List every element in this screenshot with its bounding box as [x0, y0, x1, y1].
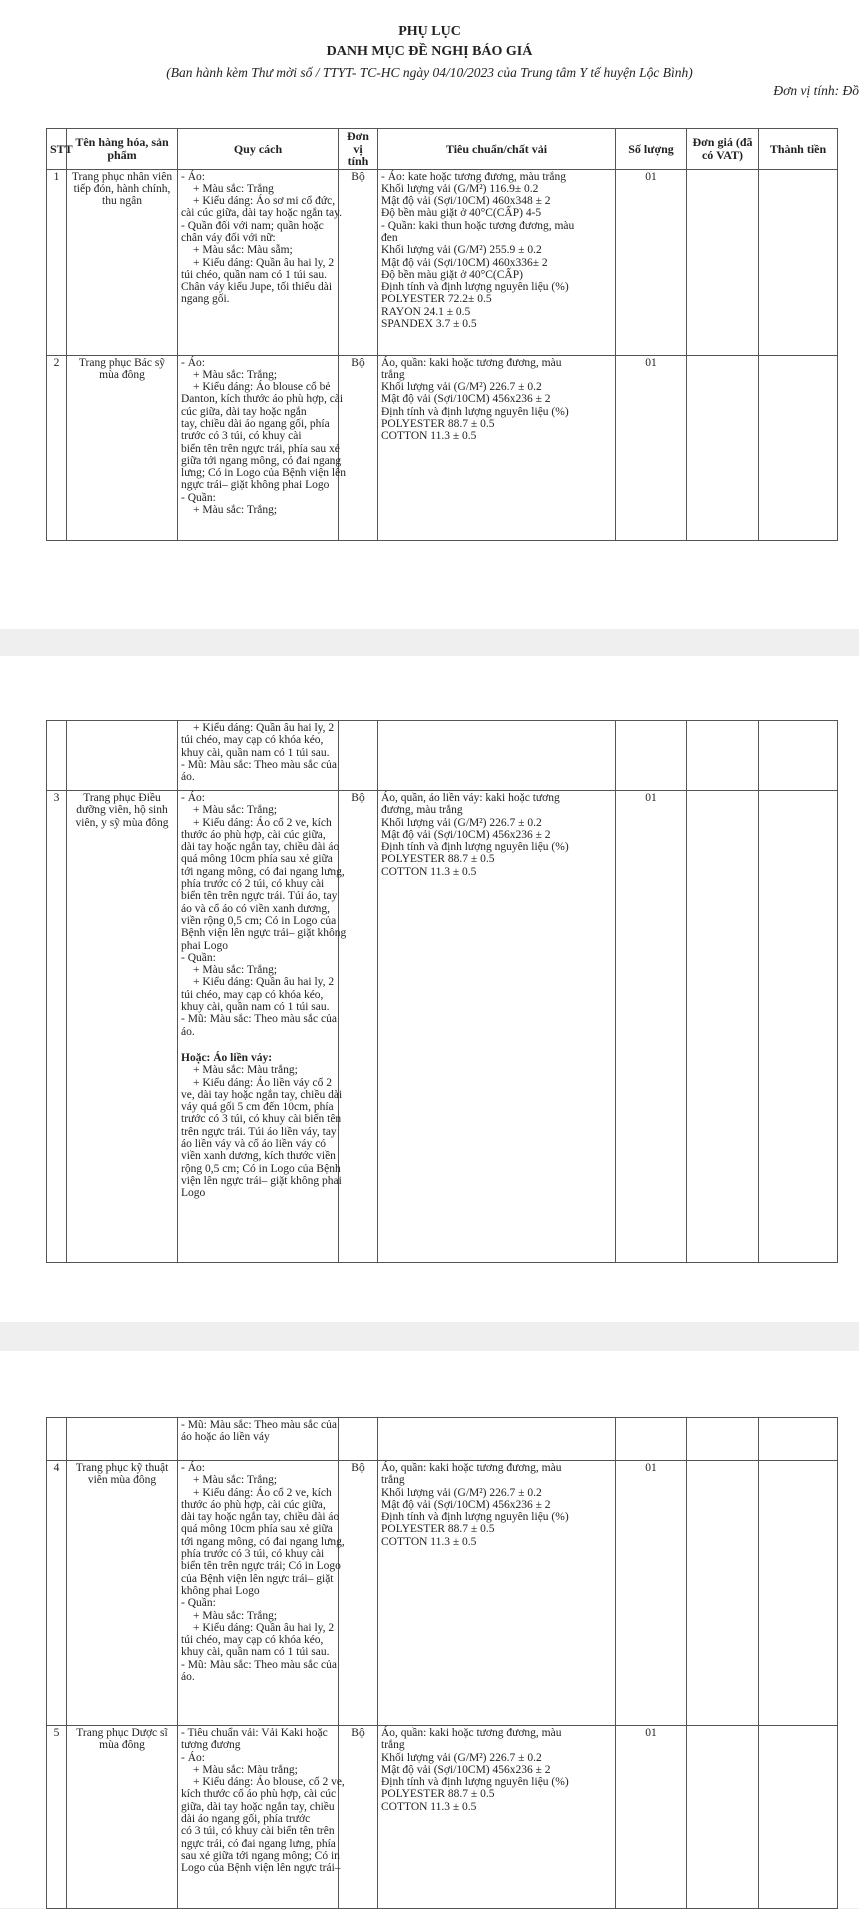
text-line: COTTON 11.3 ± 0.5: [381, 865, 477, 878]
text-line: của Bệnh viện lên ngực trái– giặt: [181, 1572, 334, 1585]
text-line: Định tính và định lượng nguyên liệu (%): [381, 405, 569, 418]
text-line: phía trước có 2 túi, có khuy cài: [181, 878, 325, 891]
text-line: trước có 3 túi, có khuy cài biển tên: [181, 1113, 342, 1126]
text-line: tay, chiều dài áo ngang gối, phía: [181, 417, 330, 430]
text-line: + Kiểu dáng: Áo cổ 2 ve, kích: [193, 1486, 332, 1499]
row-spec: [178, 1418, 339, 1461]
text-line: áo hoặc áo liền váy: [181, 1431, 270, 1444]
text-line: áo.: [181, 771, 195, 784]
text-line: lưng; Có in Logo của Bệnh viện lên: [181, 467, 346, 480]
row-stt: 1: [47, 169, 67, 355]
text-line: quá mông 10cm phía sau xẻ giữa: [181, 853, 333, 866]
text-line: COTTON 11.3 ± 0.5: [381, 1535, 477, 1548]
text-line: - Áo:: [181, 1751, 205, 1764]
col-unit: Đơn vị tính: [339, 129, 378, 170]
text-line: Chân váy kiểu Jupe, tối thiểu dài: [181, 281, 333, 294]
text-line: + Màu sắc: Trắng;: [193, 504, 278, 517]
text-line: Độ bền màu giặt ở 40°C(CẤP) 4-5: [381, 207, 542, 220]
text-line: túi chéo, may cạp có khóa kéo,: [181, 988, 324, 1001]
col-name: Tên hàng hóa, sản phẩm: [67, 129, 178, 170]
row-qty: 01: [616, 791, 687, 1263]
row-qty: 01: [616, 1461, 687, 1726]
text-line: dài tay hoặc ngắn tay, chiều dài áo: [181, 841, 340, 854]
table-row: [47, 169, 838, 355]
row-name: Trang phục kỹ thuật viên mùa đông: [67, 1461, 178, 1726]
row-unit: Bộ: [339, 355, 378, 540]
row-price: [687, 1461, 759, 1726]
text-line: viện lên ngực trái– giặt không phai: [181, 1174, 342, 1187]
row-spec: [178, 721, 339, 791]
text-line: thước áo phù hợp, cài cúc giữa,: [181, 828, 326, 841]
row-name: Trang phục Bác sỹ mùa đông: [67, 355, 178, 540]
text-line: giữa tới ngang mông, có đai ngang: [181, 454, 342, 467]
text-line: + Kiểu dáng: Áo blouse cổ bẻ: [193, 381, 331, 394]
text-line: Định tính và định lượng nguyên liệu (%): [381, 281, 569, 294]
table-row: [47, 1461, 838, 1726]
text-line: Logo của Bệnh viện lên ngực trái–: [181, 1862, 341, 1875]
row-unit: Bộ: [339, 1461, 378, 1726]
text-line: Áo, quần: kaki hoặc tương đương, màu: [381, 1462, 562, 1474]
text-line: + Kiểu dáng: Áo sơ mi cổ đức,: [193, 195, 336, 208]
text-line: trắng: [381, 368, 405, 381]
text-line: - Quần:: [181, 951, 216, 964]
text-line: - Mũ: Màu sắc: Theo màu sắc của: [181, 1419, 337, 1431]
text-line: POLYESTER 88.7 ± 0.5: [381, 853, 495, 866]
text-line: đen: [381, 231, 398, 244]
text-line: trắng: [381, 1739, 405, 1752]
text-line: Khối lượng vải (G/M²) 226.7 ± 0.2: [381, 1751, 542, 1764]
text-line: Định tính và định lượng nguyên liệu (%): [381, 1776, 569, 1789]
table-row: [47, 1726, 838, 1909]
text-line: tới ngang mông, có đai ngang lưng,: [181, 1535, 345, 1548]
text-line: phai Logo: [181, 939, 228, 952]
text-line: quá mông 10cm phía sau xẻ giữa: [181, 1523, 333, 1536]
text-line: + Màu sắc: Màu sẫm;: [193, 244, 293, 257]
text-line: POLYESTER 72.2± 0.5: [381, 293, 492, 306]
text-line: - Quần:: [181, 491, 216, 504]
row-total: [759, 1461, 838, 1726]
table-row: [47, 791, 838, 1263]
text-line: sau xẻ giữa tới ngang mông; Có in: [181, 1849, 340, 1862]
row-unit: Bộ: [339, 791, 378, 1263]
text-line: không phai Logo: [181, 1584, 260, 1597]
text-line: trắng: [381, 1474, 405, 1487]
row-spec: [178, 791, 347, 1263]
spec-text: [181, 792, 347, 1038]
row-spec: [178, 355, 346, 540]
text-line: trên ngực trái. Túi áo liền váy, tay: [181, 1125, 337, 1138]
text-line: RAYON 24.1 ± 0.5: [381, 305, 471, 318]
currency-unit: Đơn vị tính: Đồ: [773, 83, 859, 98]
text-line: + Màu sắc: Màu trắng;: [193, 1064, 298, 1077]
quote-table: [46, 128, 838, 541]
text-line: túi chéo, quần nam có 1 túi sau.: [181, 268, 327, 281]
row-standard: [378, 1461, 616, 1726]
document-subtitle: (Ban hành kèm Thư mời số / TTYT- TC-HC ngày 04/10/2023 của Trung tâm Y tế huyện Lộc Bình): [166, 65, 693, 80]
text-line: biển tên trên ngực trái; Có in Logo: [181, 1560, 341, 1573]
col-total: Thành tiền: [759, 129, 838, 170]
text-line: có 3 túi, có khuy cài biển tên trên: [181, 1825, 335, 1838]
text-line: + Màu sắc: Trắng;: [193, 1609, 278, 1622]
appendix-title: PHỤ LỤC: [398, 24, 461, 39]
text-line: ve, dài tay hoặc ngắn tay, chiều dài: [181, 1088, 343, 1101]
text-line: Mật độ vải (Sợi/10CM) 460x336± 2: [381, 256, 548, 269]
text-line: giữa, dài tay hoặc ngắn tay, chiều: [181, 1800, 335, 1813]
text-line: biển tên trên ngực trái, phía sau xẻ: [181, 442, 340, 455]
table-row-continued: [47, 1418, 838, 1461]
text-line: + Kiểu dáng: Quần âu hai ly, 2: [193, 722, 335, 734]
text-line: viền xanh dương, kích thước viền: [181, 1150, 336, 1163]
col-price: Đơn giá (đã có VAT): [687, 129, 759, 170]
text-line: kích thước cổ áo phù hợp, cài cúc: [181, 1788, 337, 1801]
text-line: POLYESTER 88.7 ± 0.5: [381, 1523, 495, 1536]
text-line: Độ bền màu giặt ở 40°C(CẤP): [381, 268, 523, 281]
text-line: Khối lượng vải (G/M²) 226.7 ± 0.2: [381, 816, 542, 829]
text-line: Áo, quần: kaki hoặc tương đương, màu: [381, 1727, 562, 1739]
text-line: đương, màu trắng: [381, 804, 463, 817]
row-price: [687, 791, 759, 1263]
document-title: DANH MỤC ĐỀ NGHỊ BÁO GIÁ: [326, 44, 533, 59]
row-spec: [178, 1726, 345, 1909]
text-line: chân váy đối với nữ:: [181, 231, 276, 244]
row-unit: Bộ: [339, 1726, 378, 1909]
text-line: tương đương: [181, 1739, 241, 1752]
row-qty: 01: [616, 169, 687, 355]
text-line: Khối lượng vải (G/M²) 116.9± 0.2: [381, 182, 539, 195]
text-line: túi chéo, may cạp có khóa kéo,: [181, 734, 324, 747]
text-line: - Tiêu chuẩn vải: Vải Kaki hoặc: [181, 1727, 328, 1739]
text-line: ngực trái, có đai ngang lưng, phía: [181, 1837, 336, 1850]
text-line: - Mũ: Màu sắc: Theo màu sắc của: [181, 1013, 337, 1026]
col-qty: Số lượng: [616, 129, 687, 170]
row-name: Trang phục Dược sĩ mùa đông: [67, 1726, 178, 1909]
text-line: biển tên trên ngực trái. Túi áo, tay: [181, 890, 338, 903]
row-standard: [378, 1726, 616, 1909]
text-line: + Kiểu dáng: Áo cổ 2 ve, kích: [193, 816, 332, 829]
text-line: khuy cài, quần nam có 1 túi sau.: [181, 1646, 330, 1659]
text-line: túi chéo, may cạp có khóa kéo,: [181, 1634, 324, 1647]
text-line: Áo, quần: kaki hoặc tương đương, màu: [381, 356, 562, 369]
text-line: Danton, kích thước áo phù hợp, cài: [181, 393, 344, 406]
text-line: COTTON 11.3 ± 0.5: [381, 1800, 477, 1813]
row-total: [759, 791, 838, 1263]
text-line: + Màu sắc: Trắng: [193, 182, 274, 195]
text-line: Khối lượng vải (G/M²) 255.9 ± 0.2: [381, 244, 542, 257]
quote-table-continued: [46, 720, 838, 1263]
text-line: + Kiểu dáng: Áo liền váy cổ 2: [193, 1076, 333, 1089]
text-line: Khối lượng vải (G/M²) 226.7 ± 0.2: [381, 381, 542, 394]
text-line: cúc giữa, dài tay hoặc ngắn: [181, 405, 307, 418]
text-line: Mật độ vải (Sợi/10CM) 456x236 ± 2: [381, 1763, 551, 1776]
quote-table-continued: [46, 1417, 838, 1909]
text-line: Mật độ vải (Sợi/10CM) 456x236 ± 2: [381, 1498, 551, 1511]
text-line: Áo, quần, áo liền váy: kaki hoặc tương: [381, 792, 560, 804]
text-line: + Kiểu dáng: Quần âu hai ly, 2: [193, 976, 335, 989]
text-line: phía trước có 3 túi, có khuy cài: [181, 1548, 325, 1561]
text-line: - Áo:: [181, 170, 205, 183]
text-line: - Áo: kate hoặc tương đương, màu trắng: [381, 170, 566, 183]
row-total: [759, 169, 838, 355]
text-line: khuy cài, quần nam có 1 túi sau.: [181, 746, 330, 759]
table-header-row: [47, 129, 838, 170]
text-line: rộng 0,5 cm; Có in Logo của Bệnh: [181, 1162, 341, 1175]
row-spec: [178, 169, 342, 355]
row-total: [759, 1726, 838, 1909]
row-price: [687, 355, 759, 540]
text-line: Bệnh viện lên ngực trái– giặt không: [181, 927, 347, 940]
table-row: [47, 355, 838, 540]
row-qty: 01: [616, 1726, 687, 1909]
row-total: [759, 355, 838, 540]
row-name: Trang phục nhân viên tiếp đón, hành chính, thu ngân: [67, 169, 178, 355]
text-line: SPANDEX 3.7 ± 0.5: [381, 318, 477, 331]
text-line: Khối lượng vải (G/M²) 226.7 ± 0.2: [381, 1486, 542, 1499]
text-line: Mật độ vải (Sợi/10CM) 456x236 ± 2: [381, 828, 551, 841]
text-line: + Màu sắc: Trắng;: [193, 1474, 278, 1487]
document-page-3: [0, 1351, 859, 1908]
text-line: - Áo:: [181, 792, 205, 804]
row-stt: 2: [47, 355, 67, 540]
text-line: + Màu sắc: Trắng;: [193, 804, 278, 817]
text-line: áo.: [181, 1671, 195, 1684]
row-price: [687, 169, 759, 355]
text-line: - Quần: kaki thun hoặc tương đương, màu: [381, 219, 575, 232]
text-line: dài áo ngang gối, phía trước: [181, 1813, 311, 1826]
text-line: + Màu sắc: Trắng;: [193, 964, 278, 977]
text-line: Logo: [181, 1187, 206, 1200]
row-stt: 4: [47, 1461, 67, 1726]
text-line: ngực trái– giặt không phai Logo: [181, 479, 330, 492]
text-line: POLYESTER 88.7 ± 0.5: [381, 1788, 495, 1801]
col-standard: Tiêu chuẩn/chất vải: [378, 129, 616, 170]
text-line: - Quần đối với nam; quần hoặc: [181, 219, 324, 232]
text-line: - Áo:: [181, 356, 205, 369]
text-line: áo.: [181, 1025, 195, 1038]
text-line: + Màu sắc: Màu trắng;: [193, 1763, 298, 1776]
text-line: Mật độ vải (Sợi/10CM) 460x348 ± 2: [381, 195, 551, 208]
text-line: thước áo phù hợp, cài cúc giữa,: [181, 1498, 326, 1511]
row-qty: 01: [616, 355, 687, 540]
text-line: áo và cổ áo có viền xanh dương,: [181, 902, 330, 915]
document-page-2: [0, 656, 859, 1322]
row-unit: Bộ: [339, 169, 378, 355]
spec-alt-text: [181, 1064, 343, 1200]
row-standard: [378, 169, 616, 355]
text-line: trước có 3 túi, có khuy cài: [181, 430, 302, 443]
row-standard: [378, 791, 616, 1263]
text-line: - Mũ: Màu sắc: Theo màu sắc của: [181, 758, 337, 771]
text-line: viền rộng 0,5 cm; Có in Logo của: [181, 914, 337, 927]
text-line: dài tay hoặc ngắn tay, chiều dài áo: [181, 1511, 340, 1524]
text-line: + Kiểu dáng: Quần âu hai ly, 2: [193, 1621, 335, 1634]
document-page-1: [0, 0, 859, 629]
text-line: tới ngang mông, có đai ngang lưng,: [181, 865, 345, 878]
text-line: Định tính và định lượng nguyên liệu (%): [381, 1511, 569, 1524]
spec-alt-title: Hoặc: Áo liền váy:: [181, 1051, 273, 1064]
text-line: Mật độ vải (Sợi/10CM) 456x236 ± 2: [381, 393, 551, 406]
row-standard: [378, 355, 616, 540]
text-line: + Màu sắc: Trắng;: [193, 368, 278, 381]
text-line: COTTON 11.3 ± 0.5: [381, 430, 477, 443]
row-name: Trang phục Điều dưỡng viên, hộ sinh viên, y sỹ mùa đông: [67, 791, 178, 1263]
row-price: [687, 1726, 759, 1909]
text-line: - Mũ: Màu sắc: Theo màu sắc của: [181, 1658, 337, 1671]
text-line: ngang gối.: [181, 293, 230, 306]
text-line: váy quá gối 5 cm đến 10cm, phía: [181, 1101, 334, 1114]
text-line: cài cúc giữa, dài tay hoặc ngắn tay.: [181, 207, 342, 220]
text-line: + Kiểu dáng: Quần âu hai ly, 2: [193, 256, 335, 269]
col-spec: Quy cách: [178, 129, 339, 170]
row-stt: 3: [47, 791, 67, 1263]
row-spec: [178, 1461, 345, 1726]
text-line: khuy cài, quần nam có 1 túi sau.: [181, 1001, 330, 1014]
text-line: - Áo:: [181, 1462, 205, 1474]
row-stt: 5: [47, 1726, 67, 1909]
text-line: POLYESTER 88.7 ± 0.5: [381, 417, 495, 430]
col-stt: STT: [47, 129, 67, 170]
text-line: + Kiểu dáng: Áo blouse, cổ 2 ve,: [193, 1776, 345, 1789]
table-row-continued: [47, 721, 838, 791]
text-line: Định tính và định lượng nguyên liệu (%): [381, 841, 569, 854]
text-line: - Quần:: [181, 1597, 216, 1610]
text-line: áo liền váy và cổ áo liền váy có: [181, 1138, 326, 1151]
